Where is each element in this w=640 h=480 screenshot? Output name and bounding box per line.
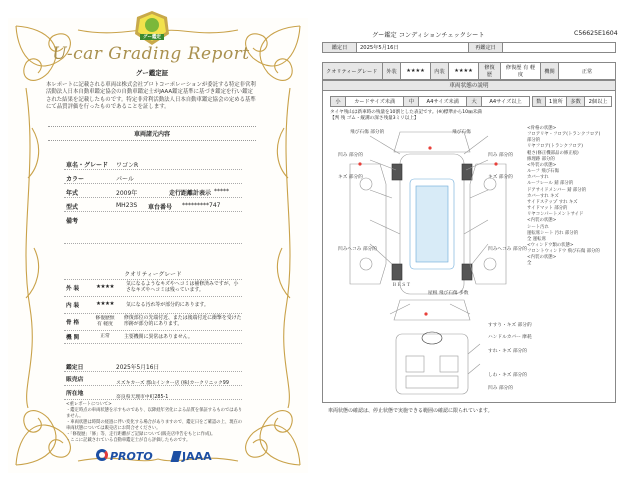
last-date-label: 再鑑定日 xyxy=(469,43,503,53)
diagram-label: キズ 部分的 xyxy=(338,175,363,180)
sheet-quality-label: クオリティーグレード xyxy=(323,63,383,80)
sheet-int-stars: ★★★★ xyxy=(449,63,479,80)
note-item: ・鑑定時点の車両状態を示すものであり、以降経年劣化による品質を保証するものではありません。 xyxy=(66,407,243,419)
size-medium-label: 中 xyxy=(404,97,419,107)
size-legend-table xyxy=(330,96,530,107)
engine-desc: 主要機関に異常はありません。 xyxy=(124,334,193,340)
mileage-label: 走行距離計表示 xyxy=(169,190,212,197)
interior-label: 内 装 xyxy=(66,303,80,309)
vehicle-section-header: 車両諸元内容 xyxy=(48,126,256,141)
store-label: 販売店 xyxy=(66,377,84,383)
inspection-date-row xyxy=(64,360,242,372)
chassis-label: 車台番号 xyxy=(148,204,173,211)
goo-kantei-badge-icon xyxy=(134,10,170,46)
certificate-title: グー鑑定証 xyxy=(135,69,169,77)
address-row xyxy=(64,386,242,400)
count-single-label: 数 xyxy=(533,97,546,107)
quality-row-interior xyxy=(64,297,242,314)
vehicle-year-row xyxy=(64,186,242,198)
vehicle-name-label: 車名・グレード xyxy=(66,162,109,169)
condition-notes: <骨格の状態> フロアリヤ・フロア(トランクフロア) 部分的 リヤフロア(トランクフロア) 軽さ(修正機部品の修正痕) 修理跡 部分的 <外装の状態> ルーフ 飛び石傷 カバーすれ ルーフレール 錆 部分的 ドアサイドメンバー 錆 部分的 カバーすれ キズ サイドステップ すれ キズ サイドマット 部分的 リヤコンパートメントサイド <内装の状態> シート汚れ 運転席シート 汚れ 部分的 全 運転席 <ウィンドウ類の状態> フロントウィンドウ 飛び石傷 部分的 <内装の状態> 全 xyxy=(527,126,601,267)
note-item: ・車両状態は時間の経過に伴い変化する場合がありますので、鑑定日をご確認の上、現在の車両状態については販売店にお問合せください。 xyxy=(66,419,243,431)
badge-label: グー鑑定 xyxy=(143,35,161,40)
tire-note-2: 【判 残 ゴム・縦溝の深さ残量3ミリ以上】 xyxy=(330,116,419,121)
certificate-intro: 本レポートに記載される車両は株式会社プロトコーポレーションが委託する特定非営利活動法人日本自動車鑑定協会の自動車鑑定士がJAAA鑑定基準に基づき鑑定を行い鑑定された結果を記載したものです。特定非営利活動法人日本自動車鑑定協会の定める基準にて品質評価を行ったものであることを証します。 xyxy=(46,82,256,111)
diagram-label: 凹み 部分的 xyxy=(338,153,363,158)
sheet-footnote: 車両状態の確認は、停止状態で実施できる範囲の確認に限られています。 xyxy=(328,408,493,414)
sheet-ext-stars: ★★★★ xyxy=(401,63,431,80)
vehicle-name-value: ワゴンR xyxy=(116,162,139,169)
tire-note: タイヤ残山は新車時の残量を10割とした表記です。(※)標準から10㎜未満 xyxy=(330,110,482,115)
diagram-label: 飛び石傷 部分的 xyxy=(350,130,385,135)
vehicle-color-value: パール xyxy=(116,176,134,183)
sheet-engine-label: 機関 xyxy=(541,63,559,80)
size-medium-desc: A4サイズ未満 xyxy=(419,97,467,107)
inspection-date-label: 鑑定日 xyxy=(66,365,84,371)
vehicle-remarks-row xyxy=(64,214,242,244)
exterior-desc: 気になるようなキズやヘコミは補修済みですが、小さなキズやヘコミは残っています。 xyxy=(126,281,239,294)
diagram-label: ハンドルカバー 摩耗 xyxy=(488,335,532,340)
diagram-label: 凹みヘコみ 部分的 xyxy=(488,247,527,252)
mileage-value: ***** xyxy=(214,188,229,195)
diagram-label: 飛び石傷 xyxy=(452,130,471,135)
proto-logo: PROTO xyxy=(110,450,153,463)
size-large-desc: A4サイズ以上 xyxy=(482,97,530,107)
diagram-label: 凹みヘコみ 部分的 xyxy=(338,247,377,252)
count-multi-desc: 2個以上 xyxy=(585,97,612,107)
diagram-label: すすり・キズ 部分的 xyxy=(488,323,532,328)
vehicle-model-row xyxy=(64,200,242,212)
date-table xyxy=(322,42,616,53)
engine-unit: 正常 xyxy=(100,334,110,339)
date-value: 2025年5月16日 xyxy=(357,43,469,53)
sheet-repair-label: 修復歴 xyxy=(479,63,501,80)
frame-unit: 修復歴無 有 軽度 xyxy=(95,316,115,327)
logos xyxy=(110,444,240,468)
sheet-repair-value: 修復歴 有 軽度 xyxy=(501,63,541,80)
vehicle-color-row xyxy=(64,172,242,184)
vehicle-remarks-label: 備考 xyxy=(66,218,79,225)
size-small-desc: カードサイズ未満 xyxy=(345,97,404,107)
report-notes xyxy=(66,402,244,443)
last-date-value xyxy=(503,43,616,53)
sheet-int-label: 内装 xyxy=(431,63,449,80)
date-label: 鑑定日 xyxy=(323,43,357,53)
diagram-label: キズ 部分的 xyxy=(488,175,513,180)
vehicle-year-label: 年式 xyxy=(66,190,79,197)
quality-row-engine xyxy=(64,331,242,344)
quality-row-exterior xyxy=(64,280,242,297)
jaaa-logo: JAAA xyxy=(182,450,212,463)
frame-desc: 修復部位の先端付近、または後端付近に衝撃を受けた形跡が部分的にあります。 xyxy=(124,315,242,328)
count-multi-label: 多数 xyxy=(567,97,585,107)
count-single-desc: 1箇所 xyxy=(545,97,566,107)
interior-desc: 気になる汚れ等が部分的にあります。 xyxy=(126,302,209,308)
diagram-label: 凹み 部分的 xyxy=(488,153,513,158)
store-row xyxy=(64,372,242,386)
note-item: ・ここに記載されている自動車鑑定士が自ら評価したものです。 xyxy=(66,437,191,443)
engine-label: 機 関 xyxy=(66,335,80,341)
grading-report-title: U-car Grading Report xyxy=(52,44,250,64)
store-value: スズキカーズ 郡山インター店 (株)カークリニック99 xyxy=(116,381,229,386)
note-item: ・「修復歴」「修」等、走行距離がご記録について(販売店申告をもとに作成)。 xyxy=(66,431,216,437)
inspection-date-value: 2025年5月16日 xyxy=(116,365,160,371)
vehicle-model-value: MH23S xyxy=(116,202,138,209)
quality-row-frame xyxy=(64,314,242,331)
diagram-label: ＢＥＳＴ xyxy=(392,283,411,288)
chassis-value: *********747 xyxy=(182,202,221,209)
vehicle-year-value: 2009年 xyxy=(116,190,138,197)
quality-table xyxy=(322,62,616,80)
condition-header: 車両状態の説明 xyxy=(322,80,616,91)
exterior-label: 外 装 xyxy=(66,286,80,292)
sheet-ext-label: 外装 xyxy=(383,63,401,80)
diagram-label: 凹み 部分的 xyxy=(488,386,513,391)
notes-title: <重レポートについて> xyxy=(66,402,112,407)
diagram-label: すれ・キズ 部分的 xyxy=(488,349,527,354)
interior-stars: ★★★★ xyxy=(96,301,115,307)
exterior-stars: ★★★★ xyxy=(96,284,115,290)
quality-grade-header: クオリティーグレード xyxy=(64,268,242,280)
sheet-engine-value: 正常 xyxy=(559,63,616,80)
proto-logo-icon xyxy=(96,449,108,461)
sheet-id: C56625E1604 xyxy=(574,30,618,37)
jaaa-logo-icon xyxy=(171,451,182,462)
vehicle-model-label: 型式 xyxy=(66,204,79,211)
size-large-label: 大 xyxy=(467,97,482,107)
count-legend-table xyxy=(532,96,612,107)
diagram-label: しわ・キズ 部分的 xyxy=(488,373,527,378)
car-diagram-icon xyxy=(330,124,526,400)
size-small-label: 小 xyxy=(331,97,346,107)
address-label: 所在地 xyxy=(66,391,84,397)
diagram-label: 屋根 飛び石傷 多数 xyxy=(428,291,469,296)
vehicle-color-label: カラー xyxy=(66,176,85,183)
frame-label: 骨 格 xyxy=(66,320,80,326)
address-value: 奈良県天理市中町285-1 xyxy=(116,395,169,400)
vehicle-name-row xyxy=(64,158,242,170)
sheet-title: グー鑑定 コンディションチェックシート xyxy=(372,32,485,39)
